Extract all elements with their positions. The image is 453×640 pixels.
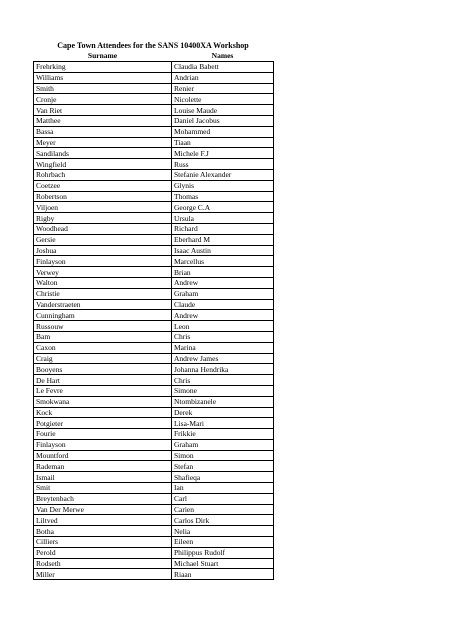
names-cell: Graham	[172, 288, 274, 299]
names-cell: Lisa-Mari	[172, 418, 274, 429]
names-cell: Frikkie	[172, 429, 274, 440]
surname-cell: Van Riet	[34, 105, 172, 116]
table-row	[34, 277, 274, 288]
names-cell: Philippus Rudolf	[172, 547, 274, 558]
surname-cell: Matthee	[34, 115, 172, 126]
names-cell: Mohammed	[172, 126, 274, 137]
surname-cell: Van Der Merwe	[34, 504, 172, 515]
names-cell: Nicolette	[172, 94, 274, 105]
table-row	[34, 429, 274, 440]
table-row	[34, 472, 274, 483]
table-row	[34, 493, 274, 504]
table-row	[34, 137, 274, 148]
names-cell: Andrew James	[172, 353, 274, 364]
names-cell: Leon	[172, 321, 274, 332]
table-row	[34, 83, 274, 94]
table-row	[34, 288, 274, 299]
names-cell: Chris	[172, 331, 274, 342]
table-row	[34, 245, 274, 256]
names-cell: Michele F.J	[172, 148, 274, 159]
surname-cell: Potgieter	[34, 418, 172, 429]
table-row	[34, 223, 274, 234]
names-cell: Shafieqa	[172, 472, 274, 483]
table-row	[34, 94, 274, 105]
header-row	[34, 51, 274, 62]
table-row	[34, 310, 274, 321]
table-row	[34, 439, 274, 450]
names-cell: Ian	[172, 483, 274, 494]
surname-cell: Caxon	[34, 342, 172, 353]
names-cell: Johanna Hendrika	[172, 364, 274, 375]
document-title: Cape Town Attendees for the SANS 10400XA Workshop	[57, 41, 249, 50]
names-cell: Glynis	[172, 180, 274, 191]
names-cell: Derek	[172, 407, 274, 418]
table-row	[34, 213, 274, 224]
names-cell: Stefan	[172, 461, 274, 472]
names-cell: Riaan	[172, 569, 274, 580]
names-cell: Marcellus	[172, 256, 274, 267]
surname-cell: Finlayson	[34, 256, 172, 267]
names-cell: Carlos Dirk	[172, 515, 274, 526]
surname-cell: Rohrbach	[34, 169, 172, 180]
surname-cell: Booyens	[34, 364, 172, 375]
table-row	[34, 191, 274, 202]
surname-cell: Williams	[34, 72, 172, 83]
surname-cell: Vanderstraeten	[34, 299, 172, 310]
table-row	[34, 418, 274, 429]
table-row	[34, 407, 274, 418]
table-row	[34, 537, 274, 548]
names-cell: Tiaan	[172, 137, 274, 148]
surname-cell: Bassa	[34, 126, 172, 137]
surname-cell: Smith	[34, 83, 172, 94]
table-row	[34, 569, 274, 580]
names-cell: Claude	[172, 299, 274, 310]
names-cell: Eberhard M	[172, 234, 274, 245]
surname-cell: Cilliers	[34, 537, 172, 548]
names-cell: Andrew	[172, 277, 274, 288]
surname-cell: Rigby	[34, 213, 172, 224]
names-cell: Carl	[172, 493, 274, 504]
surname-cell: Kock	[34, 407, 172, 418]
surname-cell: Viljoen	[34, 202, 172, 213]
table-row	[34, 515, 274, 526]
names-cell: Renier	[172, 83, 274, 94]
surname-cell: Bam	[34, 331, 172, 342]
surname-cell: Smit	[34, 483, 172, 494]
surname-cell: Finlayson	[34, 439, 172, 450]
names-cell: Marina	[172, 342, 274, 353]
surname-cell: Rademan	[34, 461, 172, 472]
surname-cell: Coetzee	[34, 180, 172, 191]
attendees-table-body	[34, 62, 274, 580]
table-row	[34, 148, 274, 159]
table-row	[34, 159, 274, 170]
table-row	[34, 504, 274, 515]
table-row	[34, 526, 274, 537]
surname-cell: Botha	[34, 526, 172, 537]
surname-cell: Sandilands	[34, 148, 172, 159]
names-cell: Andrew	[172, 310, 274, 321]
table-row	[34, 299, 274, 310]
table-row	[34, 342, 274, 353]
surname-cell: Mountford	[34, 450, 172, 461]
names-cell: Thomas	[172, 191, 274, 202]
surname-column-header: Surname	[87, 51, 118, 60]
names-cell: Michael Stuart	[172, 558, 274, 569]
names-cell: George C.A	[172, 202, 274, 213]
names-cell: Isaac Austin	[172, 245, 274, 256]
table-row	[34, 256, 274, 267]
table-row	[34, 450, 274, 461]
surname-cell: Verwey	[34, 267, 172, 278]
surname-cell: Craig	[34, 353, 172, 364]
names-cell: Louise Maude	[172, 105, 274, 116]
surname-cell: Perold	[34, 547, 172, 558]
names-cell: Andrian	[172, 72, 274, 83]
surname-cell: Breytenbach	[34, 493, 172, 504]
table-row	[34, 547, 274, 558]
table-row	[34, 364, 274, 375]
table-row	[34, 331, 274, 342]
names-cell: Daniel Jacobus	[172, 115, 274, 126]
table-row	[34, 105, 274, 116]
surname-cell: Christie	[34, 288, 172, 299]
names-cell: Stefanie Alexander	[172, 169, 274, 180]
surname-cell: De Hart	[34, 375, 172, 386]
surname-cell: Liltved	[34, 515, 172, 526]
table-row	[34, 461, 274, 472]
table-row	[34, 321, 274, 332]
table-row	[34, 126, 274, 137]
surname-cell: Frehrking	[34, 62, 172, 73]
names-cell: Ntombizanele	[172, 396, 274, 407]
surname-cell: Smokwana	[34, 396, 172, 407]
surname-cell: Miller	[34, 569, 172, 580]
table-row	[34, 353, 274, 364]
names-cell: Richard	[172, 223, 274, 234]
surname-cell: Meyer	[34, 137, 172, 148]
table-row	[34, 62, 274, 73]
table-row	[34, 180, 274, 191]
surname-cell: Rodseth	[34, 558, 172, 569]
surname-cell: Woodhead	[34, 223, 172, 234]
names-cell: Carien	[172, 504, 274, 515]
table-row	[34, 483, 274, 494]
table-row	[34, 375, 274, 386]
table-row	[34, 267, 274, 278]
table-row	[34, 396, 274, 407]
surname-cell: Le Fevre	[34, 385, 172, 396]
surname-cell: Robertson	[34, 191, 172, 202]
surname-cell: Cunningham	[34, 310, 172, 321]
names-cell: Brian	[172, 267, 274, 278]
table-row	[34, 385, 274, 396]
names-cell: Simone	[172, 385, 274, 396]
table-row	[34, 202, 274, 213]
names-cell: Ursula	[172, 213, 274, 224]
table-row	[34, 169, 274, 180]
names-cell: Nelia	[172, 526, 274, 537]
surname-cell: Cronje	[34, 94, 172, 105]
surname-cell: Gersie	[34, 234, 172, 245]
attendees-table	[33, 51, 274, 580]
names-cell: Chris	[172, 375, 274, 386]
table-row	[34, 558, 274, 569]
names-column-header: Names	[211, 51, 234, 60]
names-cell: Simon	[172, 450, 274, 461]
surname-cell: Fourie	[34, 429, 172, 440]
names-cell: Claudia Babett	[172, 62, 274, 73]
table-row	[34, 72, 274, 83]
surname-cell: Wingfield	[34, 159, 172, 170]
surname-cell: Walton	[34, 277, 172, 288]
names-cell: Graham	[172, 439, 274, 450]
names-cell: Russ	[172, 159, 274, 170]
table-row	[34, 115, 274, 126]
surname-cell: Joshua	[34, 245, 172, 256]
table-row	[34, 234, 274, 245]
names-cell: Eileen	[172, 537, 274, 548]
surname-cell: Russouw	[34, 321, 172, 332]
surname-cell: Ismail	[34, 472, 172, 483]
